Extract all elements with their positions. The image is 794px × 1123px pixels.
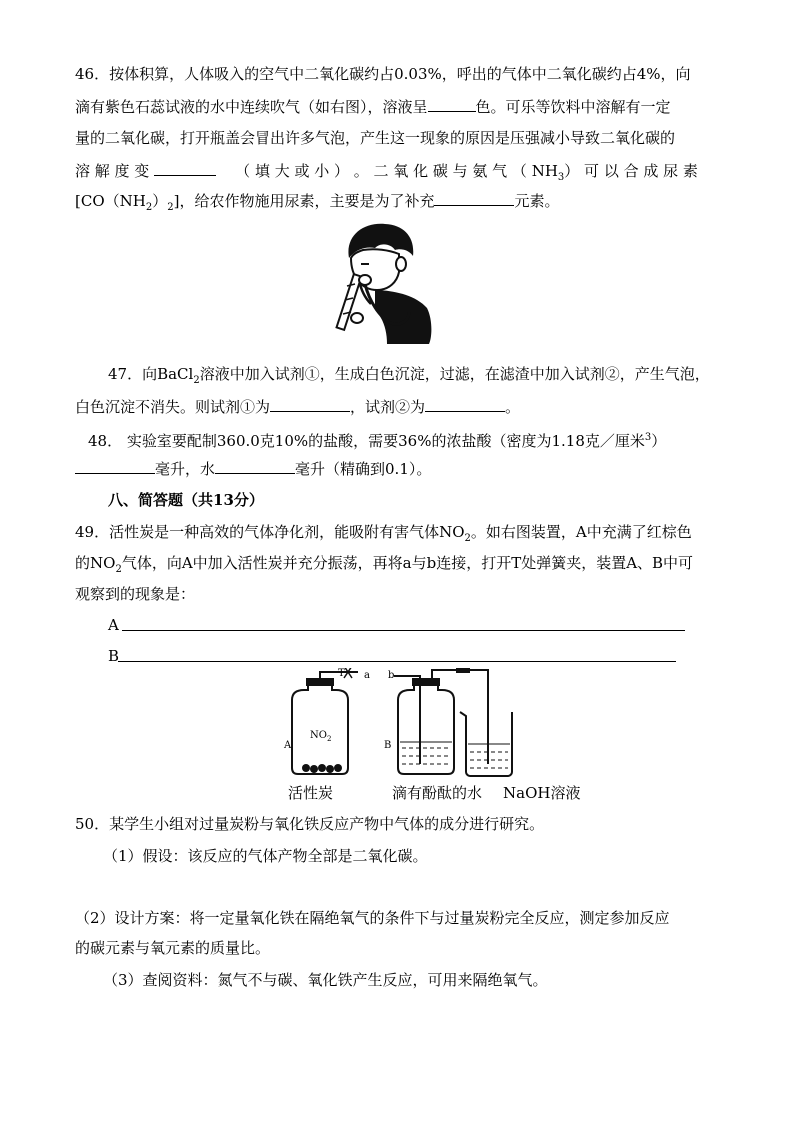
- q49-answer-a-line[interactable]: [122, 630, 685, 631]
- q49-text-2a: 的NO: [75, 554, 116, 572]
- q49-line-2: [75, 553, 693, 580]
- label-b: b: [388, 670, 395, 681]
- q46-blank-solubility[interactable]: [154, 160, 216, 176]
- q46-sub-3: 3: [557, 172, 565, 183]
- q46-sub-2b: 2: [167, 202, 174, 213]
- q46-text-1: 46．按体积算，人体吸入的空气中二氧化碳约占0.03%，呼出的气体中二氧化碳约占4%，向: [75, 65, 691, 83]
- q49-text-3: 观察到的现象是：: [75, 585, 196, 603]
- q46-text-3: 量的二氧化碳，打开瓶盖会冒出许多气泡，产生这一现象的原因是压强减小导致二氧化碳的: [75, 129, 676, 147]
- boy-blowing-figure: [335, 220, 440, 345]
- q48-text-2a: 毫升，水: [155, 460, 216, 478]
- q48-text-1: 48． 实验室要配制360.0克10%的盐酸，需要36%的浓盐酸（密度为1.18克／厘米: [88, 432, 645, 450]
- apparatus-figure: [280, 668, 580, 778]
- caption-activated-carbon: 活性炭: [288, 784, 334, 802]
- q50-item-2b-text: 的碳元素与氧元素的质量比。: [75, 939, 271, 957]
- q47-sub-2: 2: [193, 375, 200, 386]
- label-B: B: [384, 740, 392, 751]
- q48-blank-acid-ml[interactable]: [75, 458, 155, 474]
- q46-text-5b: ）: [152, 192, 168, 210]
- q46-text-4a: 溶 解 度 变: [75, 162, 150, 180]
- q46-text-5a: [CO（NH: [75, 192, 146, 210]
- q48-blank-water-ml[interactable]: [215, 458, 295, 474]
- q47-text-1b: 溶液中加入试剂①，生成白色沉淀，过滤，在滤渣中加入试剂②，产生气泡，: [199, 365, 710, 383]
- q47-blank-reagent-1[interactable]: [270, 396, 350, 412]
- q49-text-2b: 气体，向A中加入活性炭并充分振荡，再将a与b连接，打开T处弹簧夹，装置A、B中可: [121, 554, 694, 572]
- q48-sup-3: 3: [644, 432, 652, 443]
- q49-answer-b-label: B: [108, 647, 120, 665]
- q49-text-1b: 。如右图装置，A中充满了红棕色: [470, 523, 692, 541]
- caption-phenolphthalein-water: 滴有酚酞的水: [392, 784, 483, 802]
- q50-item-3-text: （3）查阅资料：氮气不与碳、氧化铁产生反应，可用来隔绝氧气。: [103, 971, 548, 989]
- q49-line-3: [75, 584, 195, 604]
- q47-text-2a: 白色沉淀不消失。则试剂①为: [75, 398, 271, 416]
- q49-sub-2b: 2: [115, 564, 122, 575]
- caption-naoh-solution: NaOH溶液: [503, 784, 581, 802]
- q46-blank-color[interactable]: [428, 96, 476, 112]
- q50-text-1: 50．某学生小组对过量炭粉与氧化铁反应产物中气体的成分进行研究。: [75, 815, 545, 833]
- q46-text-5d: 元素。: [514, 192, 560, 210]
- q49-line-1: [75, 522, 692, 549]
- q50-line-1: [75, 814, 544, 834]
- q50-item-2a: [75, 908, 670, 928]
- q47-text-2c: 。: [505, 398, 521, 416]
- q46-line-3: [75, 128, 675, 148]
- q50-item-2b: [75, 938, 270, 958]
- q48-text-2b: 毫升（精确到0.1）。: [295, 460, 432, 478]
- q48-line-2: [75, 458, 431, 479]
- q50-item-3: [103, 970, 548, 990]
- q47-line-1: [108, 364, 710, 391]
- q46-text-2b: 色。可乐等饮料中溶解有一定: [475, 98, 671, 116]
- q49-answer-a-label: A: [108, 616, 119, 634]
- q47-text-2b: ，试剂②为: [350, 398, 426, 416]
- q50-item-1: [103, 846, 428, 866]
- q47-blank-reagent-2[interactable]: [425, 396, 505, 412]
- q46-text-4c: ） 可 以 合 成 尿 素: [564, 162, 698, 180]
- q49-answer-b-line[interactable]: [118, 661, 676, 662]
- section-8-title: 八、简答题（共13分）: [108, 491, 264, 509]
- label-no2: $NO_2$: [310, 730, 332, 743]
- q49-text-1a: 49．活性炭是一种高效的气体净化剂，能吸附有害气体NO: [75, 523, 465, 541]
- q46-text-2a: 滴有紫色石蕊试液的水中连续吹气（如右图），溶液呈: [75, 98, 428, 116]
- q46-blank-element[interactable]: [434, 190, 514, 206]
- q46-line-1: [75, 64, 691, 84]
- q48-text-1-end: ）: [651, 432, 667, 450]
- q50-item-1-text: （1）假设：该反应的气体产物全部是二氧化碳。: [103, 847, 428, 865]
- label-a: a: [364, 670, 370, 681]
- q46-text-5c: ]，给农作物施用尿素，主要是为了补充: [173, 192, 435, 210]
- label-A: A: [284, 740, 292, 751]
- q46-sub-2: 2: [145, 202, 153, 213]
- q47-line-2: [75, 396, 520, 417]
- q47-text-1a: 47．向BaCl: [108, 365, 194, 383]
- q49-sub-2: 2: [464, 533, 471, 544]
- q46-line-2: [75, 96, 671, 117]
- q46-line-4: [75, 160, 698, 188]
- q50-item-2a-text: （2）设计方案：将一定量氧化铁在隔绝氧气的条件下与过量炭粉完全反应，测定参加反应: [75, 909, 670, 927]
- q46-text-4b: （ 填 大 或 小 ） 。 二 氧 化 碳 与 氨 气 （ NH: [235, 162, 558, 180]
- label-T: T: [338, 668, 345, 679]
- q48-line-1: [88, 428, 666, 451]
- q46-line-5: [75, 190, 559, 218]
